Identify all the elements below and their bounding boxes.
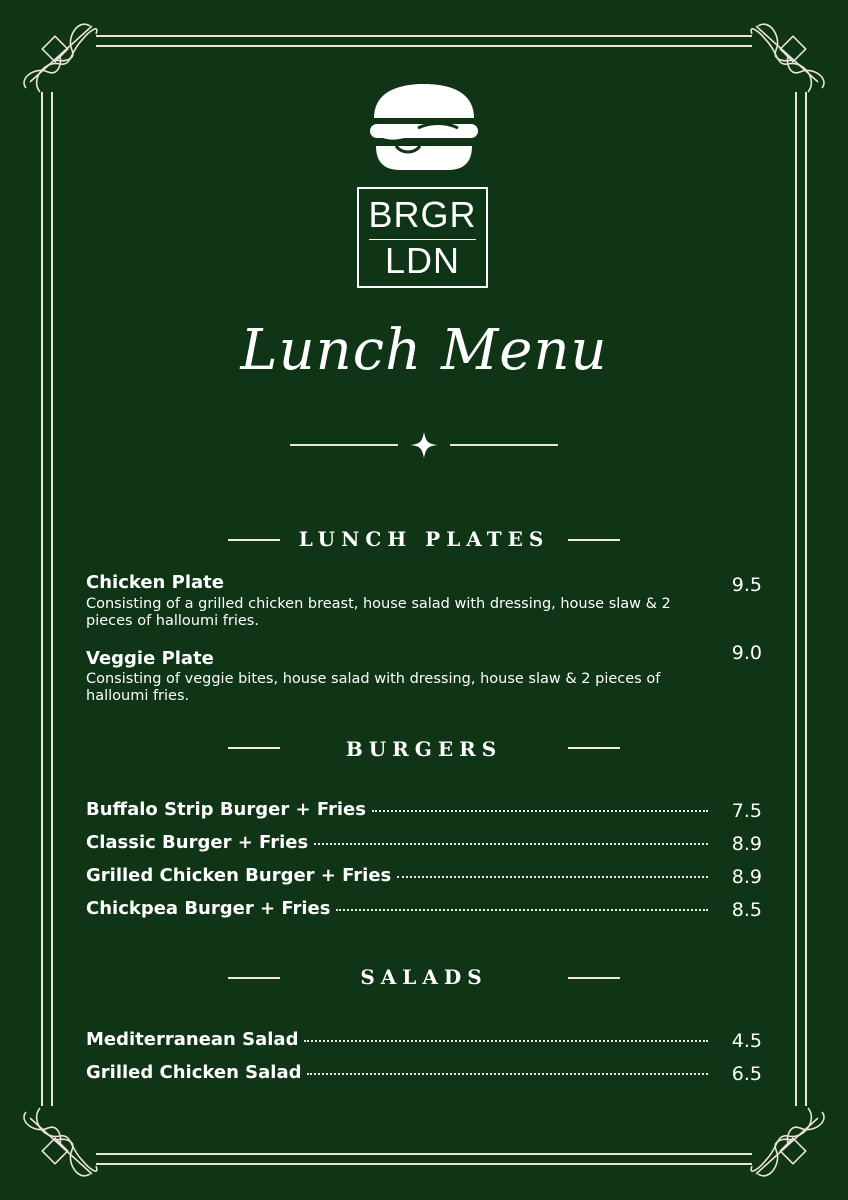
item-price-veggie-plate: 9.0 (731, 642, 762, 664)
brand-name-line2: LDN (384, 240, 461, 281)
item-description-veggie-plate: Consisting of veggie bites, house salad with dressing, house slaw & 2 pieces of halloumi fries. (86, 671, 661, 704)
item-price: 8.9 (731, 866, 762, 888)
sparkle-icon (410, 432, 438, 458)
item-price: 4.5 (731, 1030, 762, 1052)
item-name: Chickpea Burger + Fries (86, 898, 331, 919)
menu-row-grilled-chicken-salad (86, 1062, 708, 1083)
item-price-chicken-plate: 9.5 (731, 574, 762, 596)
menu-row-mediterranean-salad (86, 1029, 708, 1050)
menu-row-chickpea-burger (86, 898, 708, 919)
item-name: Grilled Chicken Salad (86, 1062, 302, 1083)
item-name-chicken-plate: Chicken Plate (86, 572, 224, 593)
brand-name-line1: BRGR (368, 194, 477, 235)
item-price: 8.5 (731, 899, 762, 921)
corner-ornament-bottom-left (24, 1108, 97, 1176)
dot-leader (372, 809, 708, 812)
brand-logo (357, 187, 488, 288)
section-heading-lunch-plates: LUNCH PLATES (298, 527, 550, 551)
menu-title: Lunch Menu (240, 318, 608, 383)
menu-row-grilled-chicken-burger (86, 865, 708, 886)
burger-icon (368, 82, 480, 172)
section-heading-salads: SALADS (360, 965, 488, 989)
menu-row-buffalo-strip-burger (86, 799, 708, 820)
sparkle-divider (290, 430, 558, 460)
item-name: Mediterranean Salad (86, 1029, 299, 1050)
item-name-veggie-plate: Veggie Plate (86, 648, 214, 669)
item-name: Buffalo Strip Burger + Fries (86, 799, 366, 820)
section-heading-burgers: BURGERS (345, 737, 503, 761)
corner-ornament-top-left (24, 24, 97, 92)
item-price: 7.5 (731, 800, 762, 822)
item-name: Grilled Chicken Burger + Fries (86, 865, 392, 886)
menu-row-classic-burger (86, 832, 708, 853)
dot-leader (307, 1072, 708, 1075)
corner-ornament-bottom-right (751, 1108, 824, 1176)
dot-leader (314, 842, 708, 845)
item-price: 6.5 (731, 1063, 762, 1085)
dot-leader (397, 875, 708, 878)
corner-ornament-top-right (751, 24, 824, 92)
item-name: Classic Burger + Fries (86, 832, 309, 853)
item-description-chicken-plate: Consisting of a grilled chicken breast, house salad with dressing, house slaw & 2 pieces of halloumi fries. (86, 596, 671, 629)
item-price: 8.9 (731, 833, 762, 855)
dot-leader (336, 908, 708, 911)
dot-leader (304, 1039, 708, 1042)
